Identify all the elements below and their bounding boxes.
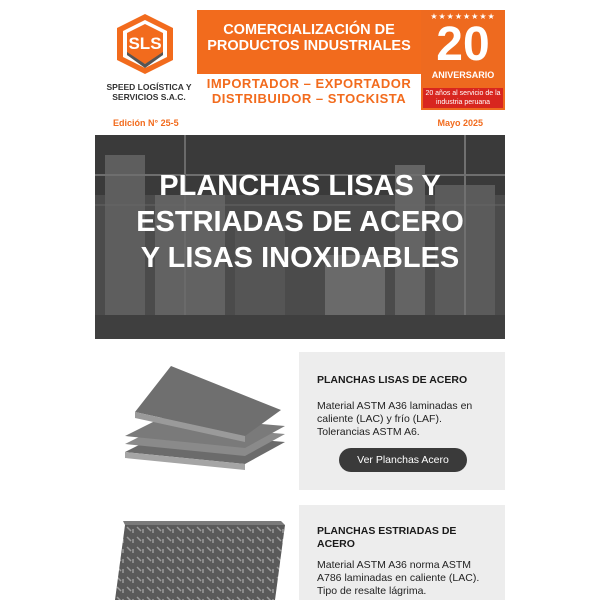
hero-banner[interactable] [95,135,505,339]
anniversary-badge [421,10,505,110]
product-card [95,352,505,490]
product-card [95,505,505,600]
logo-initials: SLS [128,34,162,53]
edition-number: Edición N° 25-5 [113,118,179,128]
company-name: SPEED LOGÍSTICA Y SERVICIOS S.A.C. [106,82,192,102]
banner-line-1: IMPORTADOR – EXPORTADOR [206,76,412,91]
product-image[interactable] [95,505,299,600]
banner-title: COMERCIALIZACIÓN DE PRODUCTOS INDUSTRIALES [207,22,411,54]
anniversary-note: 20 años al servicio de la industria peruana [423,88,503,108]
banner-subtitle [197,76,421,106]
steel-plates-icon [95,352,299,490]
product-description: Material ASTM A36 norma ASTM A786 laminadas en caliente (LAC). Tipo de resalte lágrima. [317,559,480,597]
anniversary-number: 20 [436,18,490,71]
newsletter [95,0,505,600]
view-plates-button[interactable]: Ver Planchas Acero [339,448,467,472]
banner-line-2: DISTRIBUIDOR – STOCKISTA [211,91,407,106]
product-title: PLANCHAS LISAS DE ACERO [317,374,468,386]
product-description: Material ASTM A36 laminadas en caliente (LAC) y frío (LAF). Tolerancias ASTM A6. [317,400,473,438]
checker-plate-icon [95,505,299,600]
product-title: PLANCHAS ESTRIADAS DE ACERO [317,525,457,550]
hero-title: PLANCHAS LISAS Y ESTRIADAS DE ACERO Y LISAS INOXIDABLES [136,170,464,274]
product-image[interactable] [95,352,299,490]
header-banner [197,10,421,110]
anniversary-label: ANIVERSARIO [431,70,495,80]
banner-title-bar [197,10,421,74]
stars-icon: ★★★★★★★★ [430,12,496,21]
edition-date: Mayo 2025 [437,118,483,128]
company-logo[interactable] [103,12,191,108]
